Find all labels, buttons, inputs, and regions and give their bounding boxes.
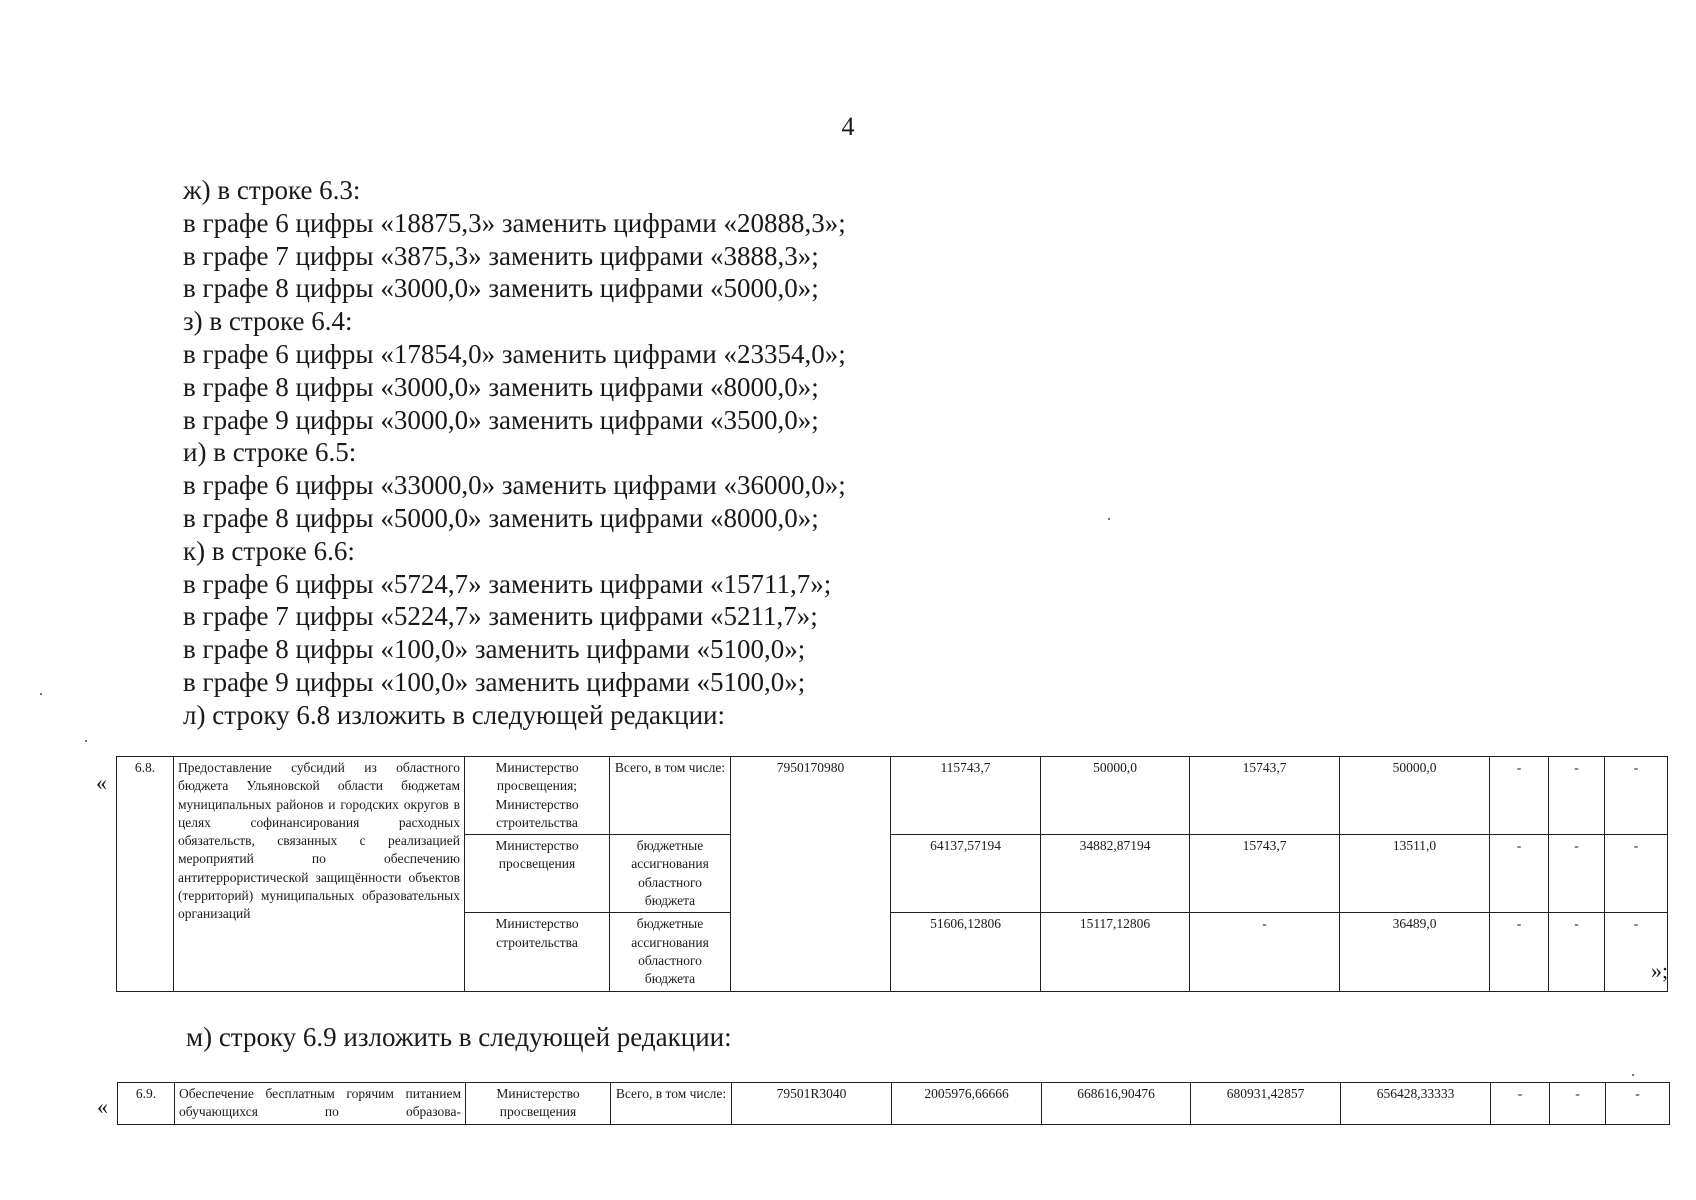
paragraph: в графе 9 цифры «3000,0» заменить цифрами «3500,0»; [183,404,819,435]
paragraph: в графе 7 цифры «5224,7» заменить цифрами «5211,7»; [183,601,818,632]
year-value-cell: 13511,0 [1340,835,1490,913]
year-value-cell: 15117,12806 [1041,913,1190,991]
year-value-cell: 34882,87194 [1041,835,1190,913]
paragraph: ж) в строке 6.3: [183,175,361,205]
source-cell: Всего, в том числе: [611,1083,732,1125]
scan-speck [85,740,87,742]
year-value-cell: - [1549,835,1605,913]
scan-speck [40,693,42,695]
paragraph: к) в строке 6.6: [183,535,355,566]
total-cell: 51606,12806 [891,913,1041,991]
row-description: Обеспечение бесплатным горячим питанием обучающихся по образова- [175,1083,466,1125]
year-value-cell: 15743,7 [1190,757,1340,835]
page-number: 4 [841,112,855,141]
paragraph: в графе 8 цифры «3000,0» заменить цифрами «5000,0»; [183,273,819,304]
paragraph: в графе 6 цифры «33000,0» заменить цифрами «36000,0»; [183,470,846,501]
paragraph: в графе 8 цифры «100,0» заменить цифрами «5100,0»; [183,634,806,665]
year-value-cell: - [1491,1083,1550,1125]
executor-cell: Министерство просвещения [466,1083,611,1125]
row-number: 6.9. [118,1083,175,1125]
year-value-cell: - [1490,913,1549,991]
total-cell: 2005976,66666 [892,1083,1042,1125]
year-value-cell: - [1549,913,1605,991]
paragraph: з) в строке 6.4: [183,306,353,337]
row-description: Предоставление субсидий из областного бюджета Ульяновской области бюджетам муниципальных районов и городских округов в целях софинансирования расходных обязательств, связанных с реализацией мероприятий по обеспечению антитеррористической защищённости объектов (территорий) муниципальных образовательных организаций [174,757,465,992]
closing-quote: »; [1651,958,1669,983]
total-cell: 115743,7 [891,757,1041,835]
year-value-cell: 15743,7 [1190,835,1340,913]
year-value-cell: - [1190,913,1340,991]
source-cell: бюджетные ассигнования областного бюджета [610,835,731,913]
code-cell: 79501R3040 [732,1083,892,1125]
paragraph: в графе 7 цифры «3875,3» заменить цифрами «3888,3»; [183,240,819,271]
executor-cell: Министерство просвещения [465,835,610,913]
executor-cell: Министерство строительства [465,913,610,991]
source-cell: бюджетные ассигнования областного бюджета [610,913,731,991]
year-value-cell: - [1605,913,1668,991]
source-cell: Всего, в том числе: [610,757,731,835]
year-value-cell: - [1549,757,1605,835]
paragraph: в графе 8 цифры «3000,0» заменить цифрами «8000,0»; [183,371,819,402]
year-value-cell: 656428,33333 [1341,1083,1491,1125]
amendment-paragraphs [183,174,846,732]
paragraph: в графе 6 цифры «17854,0» заменить цифрами «23354,0»; [183,338,846,369]
opening-quote: « [97,1094,108,1119]
year-value-cell: - [1490,757,1549,835]
code-cell: 7950170980 [731,757,891,992]
opening-quote: « [96,770,107,795]
paragraph: л) строку 6.8 изложить в следующей редакции: [183,699,725,730]
table-row-6-8 [116,756,1668,992]
year-value-cell: - [1605,835,1668,913]
paragraph: в графе 8 цифры «5000,0» заменить цифрами «8000,0»; [183,502,819,533]
scan-speck [1632,1074,1634,1076]
year-value-cell: - [1605,757,1668,835]
year-value-cell: 668616,90476 [1042,1083,1191,1125]
year-value-cell: - [1550,1083,1606,1125]
paragraph: в графе 9 цифры «100,0» заменить цифрами «5100,0»; [183,666,806,697]
scan-speck [1108,518,1110,520]
year-value-cell: 680931,42857 [1191,1083,1341,1125]
table-row-6-9 [117,1082,1670,1125]
row-number: 6.8. [117,757,174,992]
year-value-cell: - [1490,835,1549,913]
paragraph: и) в строке 6.5: [183,437,357,468]
executor-cell: Министерство просвещения; Министерство строительства [465,757,610,835]
total-cell: 64137,57194 [891,835,1041,913]
year-value-cell: 50000,0 [1340,757,1490,835]
year-value-cell: 50000,0 [1041,757,1190,835]
year-value-cell: - [1606,1083,1670,1125]
paragraph: в графе 6 цифры «5724,7» заменить цифрами «15711,7»; [183,568,832,599]
heading-row-6-9: м) строку 6.9 изложить в следующей редакции: [186,1022,732,1052]
year-value-cell: 36489,0 [1340,913,1490,991]
paragraph: в графе 6 цифры «18875,3» заменить цифрами «20888,3»; [183,207,846,238]
